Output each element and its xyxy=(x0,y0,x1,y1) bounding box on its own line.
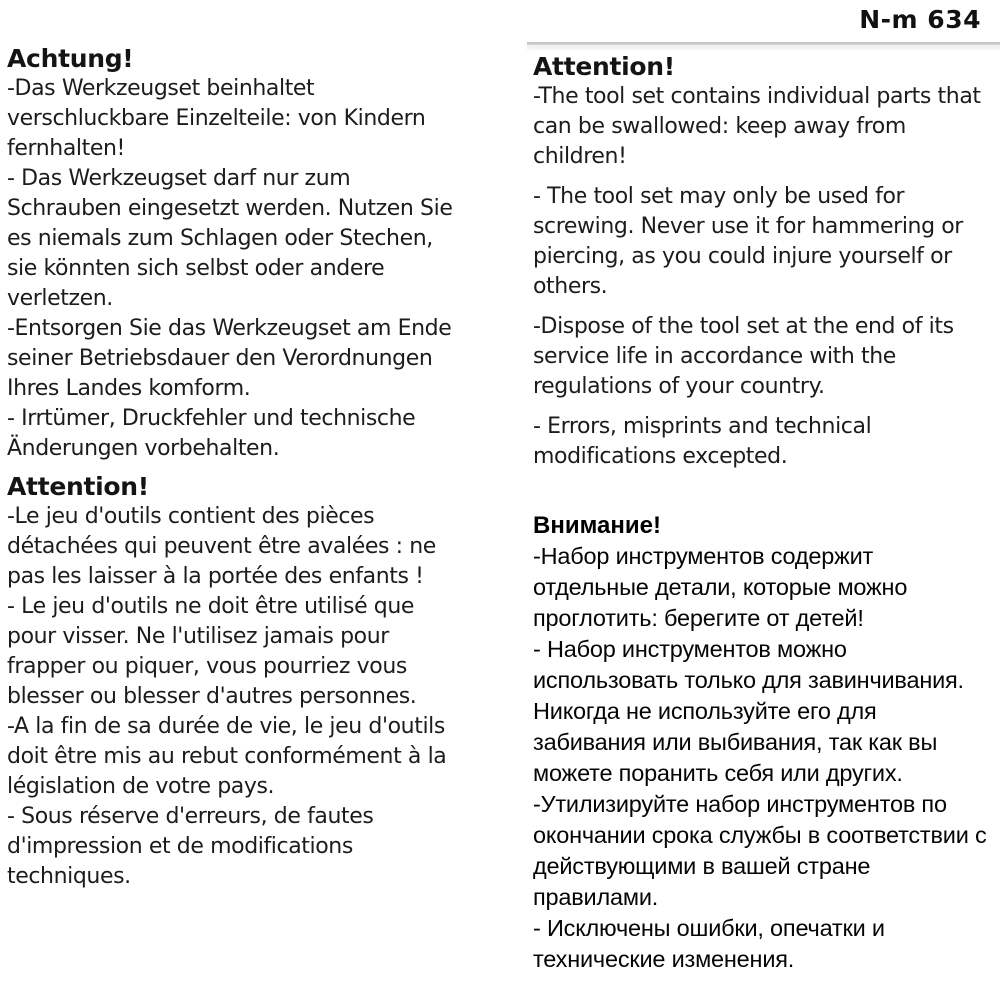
french-paragraph-4: - Sous réserve d'erreurs, de fautes d'impression et de modifications techniques. xyxy=(7,804,374,889)
english-paragraph-4: - Errors, misprints and technical modifications excepted. xyxy=(533,414,872,469)
heading-russian: Внимание! xyxy=(533,512,661,539)
french-paragraph-3: -A la fin de sa durée de vie, le jeu d'outils doit être mis au rebut conformément à la législation de votre pays. xyxy=(7,714,447,799)
column-right xyxy=(533,0,993,975)
section-french xyxy=(7,472,459,892)
german-paragraph-1: -Das Werkzeugset beinhaltet verschluckbare Einzelteile: von Kindern fernhalten! xyxy=(7,76,426,161)
french-paragraph-1: -Le jeu d'outils contient des pièces détachées qui peuvent être avalées : ne pas les laisser à la portée des enfants ! xyxy=(7,504,436,589)
russian-paragraph-3: -Утилизируйте набор инструментов по окончании срока службы в соответствии с действующими в вашей стране правилами. xyxy=(533,791,987,910)
french-paragraph-2: - Le jeu d'outils ne doit être utilisé que pour visser. Ne l'utilisez jamais pour frapper ou piquer, vous pourriez vous blesser ou blesser d'autres personnes. xyxy=(7,594,417,709)
section-english xyxy=(533,52,993,472)
russian-paragraph-4: - Исключены ошибки, опечатки и технические изменения. xyxy=(533,915,885,972)
german-paragraph-4: - Irrtümer, Druckfehler und technische Änderungen vorbehalten. xyxy=(7,406,416,461)
english-paragraph-1: -The tool set contains individual parts that can be swallowed: keep away from children! xyxy=(533,84,981,169)
english-paragraph-2: - The tool set may only be used for screwing. Never use it for hammering or piercing, as you could injure yourself or others. xyxy=(533,184,963,299)
heading-english: Attention! xyxy=(533,52,675,81)
divider-line xyxy=(527,42,1000,45)
section-german xyxy=(7,44,459,464)
german-paragraph-3: -Entsorgen Sie das Werkzeugset am Ende seiner Betriebsdauer den Verordnungen Ihres Landes komform. xyxy=(7,316,452,401)
heading-german: Achtung! xyxy=(7,44,134,73)
english-paragraph-3: -Dispose of the tool set at the end of its service life in accordance with the regulations of your country. xyxy=(533,314,954,399)
russian-paragraph-1: -Набор инструментов содержит отдельные детали, которые можно проглотить: берегите от детей! xyxy=(533,543,908,631)
heading-french: Attention! xyxy=(7,472,149,501)
doc-code: N-m 634 xyxy=(859,5,981,34)
column-left xyxy=(7,44,459,892)
german-paragraph-2: - Das Werkzeugset darf nur zum Schrauben eingesetzt werden. Nutzen Sie es niemals zum Schlagen oder Stechen, sie könnten sich selbst oder andere verletzen. xyxy=(7,166,453,311)
section-russian xyxy=(533,510,993,975)
russian-paragraph-2: - Набор инструментов можно использовать только для завинчивания. Никогда не используйте его для забивания или выбивания, так как вы можете поранить себя или других. xyxy=(533,636,964,786)
